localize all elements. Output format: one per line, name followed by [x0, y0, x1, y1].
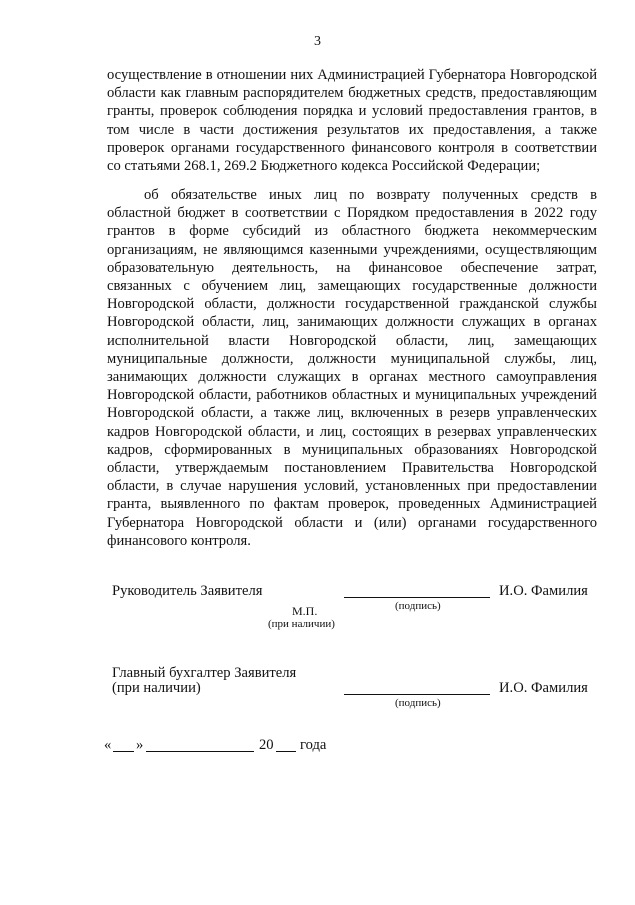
paragraph-line: области, утверждаемым постановлением Правительства Новгородской — [107, 460, 597, 476]
date-year-blank[interactable] — [276, 751, 296, 752]
stamp-note: (при наличии) — [268, 618, 335, 630]
signer-role-head: Руководитель Заявителя — [112, 583, 263, 599]
paragraph-line: образовательную деятельность, на финансовое обеспечение затрат, — [107, 259, 597, 276]
paragraph-line: организациям, не являющимся казенными учреждениями, осуществляющим — [107, 241, 597, 258]
paragraph-line: со статьями 268.1, 269.2 Бюджетного кодекса Российской Федерации; — [107, 158, 541, 174]
signature-caption-accountant: (подпись) — [395, 697, 441, 709]
paragraph-line: грантов в форме субсидий из областного бюджета некоммерческим — [107, 223, 597, 240]
date-quote-open: « — [104, 737, 112, 753]
signer-name-head: И.О. Фамилия — [499, 583, 588, 599]
paragraph-line: муниципальные должности, должности муниципальной службы, лиц, — [107, 350, 597, 367]
paragraph-line: области, в случае нарушения условий, установленных при предоставлении — [107, 478, 597, 495]
paragraph-line: гранты, проверок соблюдения порядка и условий предоставления грантов, в — [107, 103, 597, 120]
paragraph-line: связанных с обучением лиц, замещающих государственные должности — [107, 278, 597, 294]
page-number: 3 — [314, 34, 321, 49]
date-quote-close: » — [136, 737, 144, 753]
paragraph-line: кадров, сформированных в муниципальных образованиях Новгородской — [107, 441, 597, 458]
paragraph-line: кадров Новгородской области, и лиц, состоящих в резервах управленческих — [107, 423, 597, 440]
paragraph-line: областной бюджет в соответствии с Порядком предоставления в 2022 году — [107, 205, 597, 222]
signer-name-accountant: И.О. Фамилия — [499, 680, 588, 696]
paragraph-line: области как главным распорядителем бюджетных средств, предоставляющим — [107, 85, 597, 102]
paragraph-line: том числе в части достижения результатов их предоставления, а также — [107, 121, 597, 138]
paragraph-line: Новгородской области, должности государственной гражданской службы — [107, 296, 597, 313]
paragraph-line: Новгородской области, а также лиц, включенных в резерв управленческих — [107, 405, 597, 422]
paragraph-line: исполнительной власти Новгородской области, лиц, замещающих — [107, 332, 597, 349]
paragraph-line: проверок органами государственного финансового контроля в соответствии — [107, 139, 597, 156]
signature-line-head[interactable] — [344, 597, 490, 598]
date-year-prefix: 20 — [259, 737, 274, 753]
date-month-blank[interactable] — [146, 751, 254, 752]
stamp-label: М.П. — [292, 604, 318, 618]
paragraph-line: Новгородской области, лиц, занимающих должности служащих в органах — [107, 314, 597, 331]
paragraph-line: об обязательстве иных лиц по возврату полученных средств в — [144, 187, 597, 203]
paragraph-line: Новгородской области, работников областных и муниципальных учреждений — [107, 387, 597, 404]
paragraph-line: занимающих должности служащих в органах местного самоуправления — [107, 369, 597, 385]
paragraph-line: финансового контроля. — [107, 532, 251, 549]
paragraph-line: гранта, выявленного по фактам проверок, проведенных Администрацией — [107, 496, 597, 513]
signature-line-accountant[interactable] — [344, 694, 490, 695]
paragraph-line: осуществление в отношении них Администрацией Губернатора Новгородской — [107, 67, 597, 83]
date-year-suffix: года — [300, 737, 327, 753]
signer-role-note: (при наличии) — [112, 680, 201, 696]
date-day-blank[interactable] — [113, 751, 134, 752]
signer-role-accountant: Главный бухгалтер Заявителя — [112, 665, 297, 681]
signature-caption-head: (подпись) — [395, 600, 441, 612]
paragraph-line: Губернатора Новгородской области и (или) органами государственного — [107, 514, 597, 531]
